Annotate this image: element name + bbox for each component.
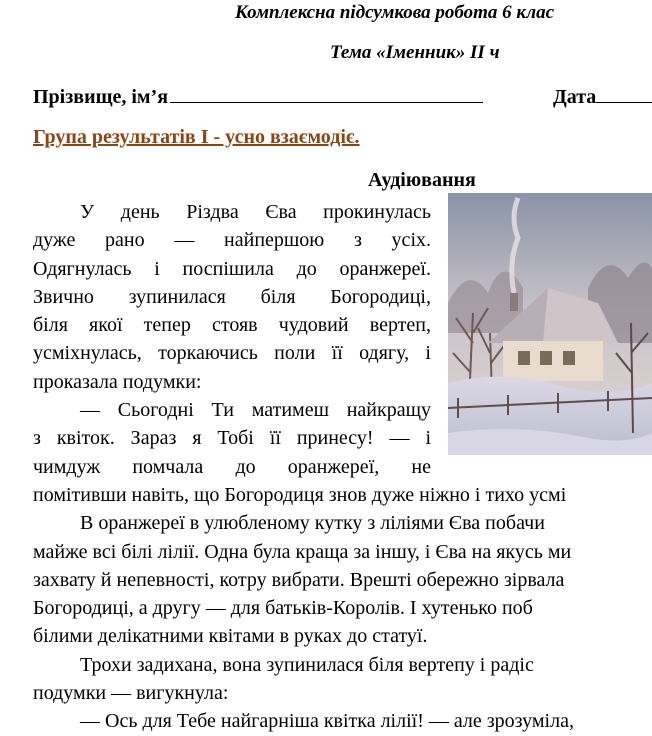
name-blank[interactable] <box>170 84 483 103</box>
story-line: чимдуж помчала до оранжереї, не <box>33 455 431 478</box>
story-line: біля якої тепер стояв чудовий вертеп, <box>33 314 431 337</box>
page-topic: Тема «Іменник» ІІ ч <box>330 42 500 63</box>
section-title: Група результатів І - усно взаємодіє. <box>33 126 360 148</box>
story-line: з квіток. Зараз я Тобі її принесу! — і <box>33 427 431 450</box>
story-line: білими делікатними квітами в руках до статуї. <box>33 625 428 648</box>
name-label: Прізвище, ім’я <box>33 86 169 108</box>
story-line: проказала подумки: <box>33 370 202 393</box>
story-line: Трохи задихана, вона зупинилася біля вертепу і радіс <box>80 653 534 676</box>
story-line: Звично зупинилася біля Богородиці, <box>33 285 431 308</box>
page-title: Комплексна підсумкова робота 6 клас <box>235 2 555 23</box>
story-line: Богородиці, а другу — для батьків-Королів. І хутенько поб <box>33 597 533 620</box>
story-line: — Ось для Тебе найгарніша квітка лілії! — але зрозуміла, <box>80 710 574 733</box>
date-label: Дата <box>553 86 597 108</box>
story-line: дуже рано — найпершою з усіх. <box>33 229 431 252</box>
section-subtitle: Аудіювання <box>368 169 476 191</box>
date-blank[interactable] <box>596 84 652 103</box>
story-line: усміхнулась, торкаючись поли її одягу, і <box>33 342 431 365</box>
story-line: подумки — вигукнула: <box>33 682 229 705</box>
story-line: — Сьогодні Ти матимеш найкращу <box>80 399 431 422</box>
story-line: У день Різдва Єва прокинулась <box>80 201 431 223</box>
name-field[interactable] <box>33 84 483 109</box>
winter-village-painting-icon <box>448 193 652 455</box>
story-line: майже всі білі лілії. Одна була краща за іншу, і Єва на якусь ми <box>33 540 572 563</box>
story-line: В оранжереї в улюбленому кутку з ліліями Єва побачи <box>80 512 545 535</box>
story-line: Одягнулась і поспішила до оранжереї. <box>33 257 431 280</box>
story-line: захвату й непевності, котру вибрати. Врешті обережно зірвала <box>33 568 565 591</box>
story-line: помітивши навіть, що Богородиця знов дуже ніжно і тихо усмі <box>33 483 567 506</box>
date-field[interactable] <box>553 84 652 109</box>
